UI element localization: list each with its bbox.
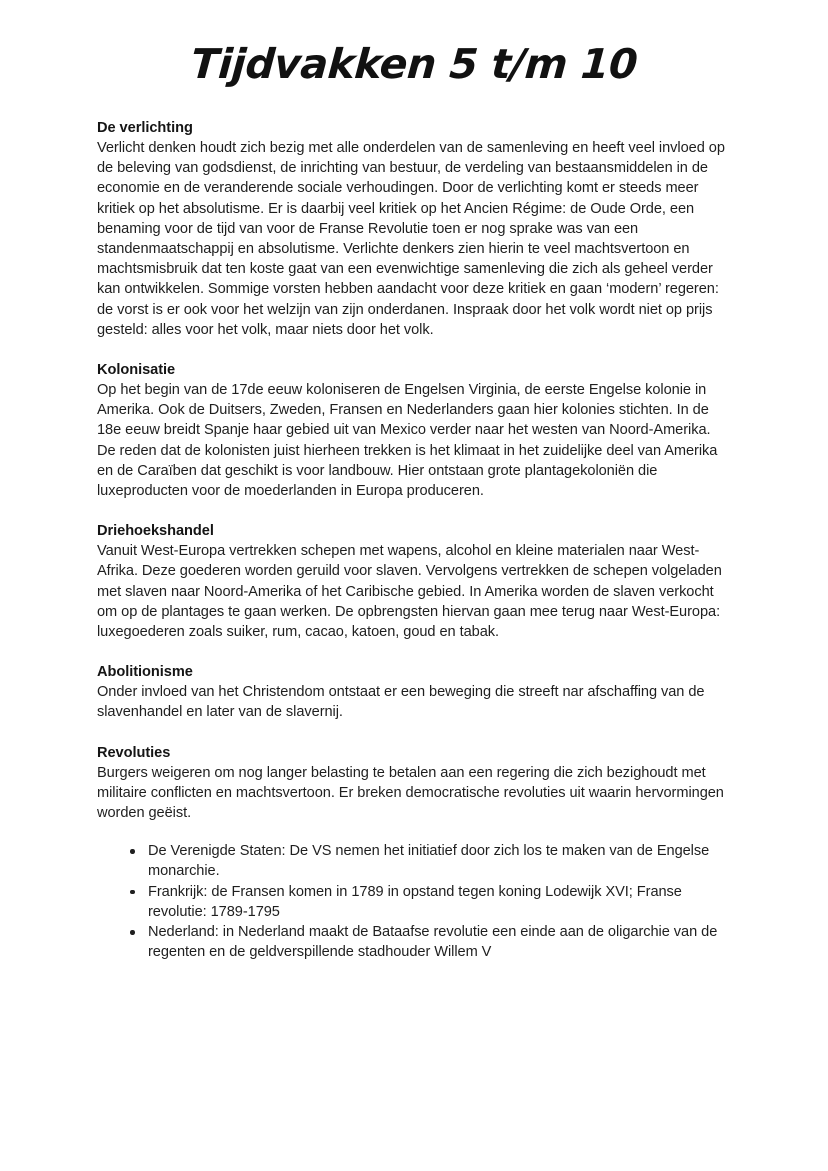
list-item-text: Frankrijk: de Fransen komen in 1789 in opstand tegen koning Lodewijk XVI; Franse revolutie: 1789-1795 — [148, 883, 682, 920]
list-item-text: Nederland: in Nederland maakt de Bataafse revolutie een einde aan de oligarchie van de regenten en de geldverspillende stadhouder Willem V — [148, 924, 718, 961]
page-title: Tijdvakken 5 t/m 10 — [189, 40, 639, 88]
section-paragraph: Op het begin van de 17de eeuw koloniseren de Engelsen Virginia, de eerste Engelse kolonie in Amerika. Ook de Duitsers, Zweden, Fransen en Nederlanders gaan hier kolonies stichten. In de 18e eeuw breidt Spanje haar gebied uit van Mexico verder naar het westen van Noord-Amerika. De reden dat de kolonisten juist hierheen trekken is het klimaat in het zuidelijke deel van Amerika en de Caraïben dat geschikt is voor landbouw. Hier ontstaan grote plantagekoloniën die luxeproducten voor de moederlanden in Europa produceren. — [97, 382, 718, 500]
section-heading: Abolitionisme — [97, 664, 193, 681]
section-paragraph: Verlicht denken houdt zich bezig met alle onderdelen van de samenleving en heeft veel invloed op de beleving van godsdienst, de inrichting van bestuur, de verdeling van bestaansmiddelen in de economie en de veranderende sociale verhoudingen. Door de verlichting komt er steeds meer kritiek op het absolutisme. Er is daarbij veel kritiek op het Ancien Régime: de Oude Orde, een benaming voor de tijd van voor de Franse Revolutie toen er nog sprake was van een standenmaatschappij en absolutisme. Verlichte denkers zien hierin te veel machtsvertoon en machtsmisbruik dat ten koste gaat van een evenwichtige samenleving die zich als geheel verder kan ontwikkelen. Sommige vorsten hebben aandacht voor deze kritiek en gaan ‘modern’ regeren: de vorst is er ook voor het welzijn van zijn onderdanen. Inspraak door het volk wordt niet op prijs gesteld: alles voor het volk, maar niets door het volk. — [97, 140, 725, 338]
section-heading: Kolonisatie — [97, 362, 176, 379]
section-heading: Driehoekshandel — [97, 523, 214, 540]
list-item — [97, 922, 733, 962]
document-body — [97, 118, 733, 963]
section-revoluties — [97, 743, 733, 963]
section-kolonisatie — [97, 360, 733, 501]
list-item — [97, 882, 733, 922]
list-item-text: De Verenigde Staten: De VS nemen het initiatief door zich los te maken van de Engelse monarchie. — [148, 843, 710, 880]
section-de-verlichting — [97, 118, 733, 340]
bullet-point-icon — [130, 930, 135, 935]
bullet-point-icon — [130, 890, 135, 895]
section-paragraph: Vanuit West-Europa vertrekken schepen met wapens, alcohol en kleine materialen naar West-Afrika. Deze goederen worden geruild voor slaven. Vervolgens vertrekken de schepen volgeladen met slaven naar Noord-Amerika of het Caribische gebied. In Amerika worden de slaven verkocht om op de plantages te gaan werken. De opbrengsten hiervan gaan mee terug naar West-Europa: luxegoederen zoals suiker, rum, cacao, katoen, goud en tabak. — [97, 543, 722, 641]
revolutions-list — [97, 841, 733, 962]
section-paragraph: Onder invloed van het Christendom ontstaat er een beweging die streeft nar afschaffing van de slavenhandel en later van de slavernij. — [97, 684, 705, 721]
section-paragraph: Burgers weigeren om nog langer belasting te betalen aan een regering die zich bezighoudt met militaire conflicten en machtsvertoon. Er breken democratische revoluties uit waarin hervormingen worden geëist. — [97, 764, 724, 822]
list-item — [97, 841, 733, 881]
bullet-point-icon — [130, 849, 135, 854]
section-heading: Revoluties — [97, 744, 171, 761]
section-abolitionisme — [97, 662, 733, 722]
section-heading: De verlichting — [97, 120, 193, 136]
section-driehoekshandel — [97, 521, 733, 642]
